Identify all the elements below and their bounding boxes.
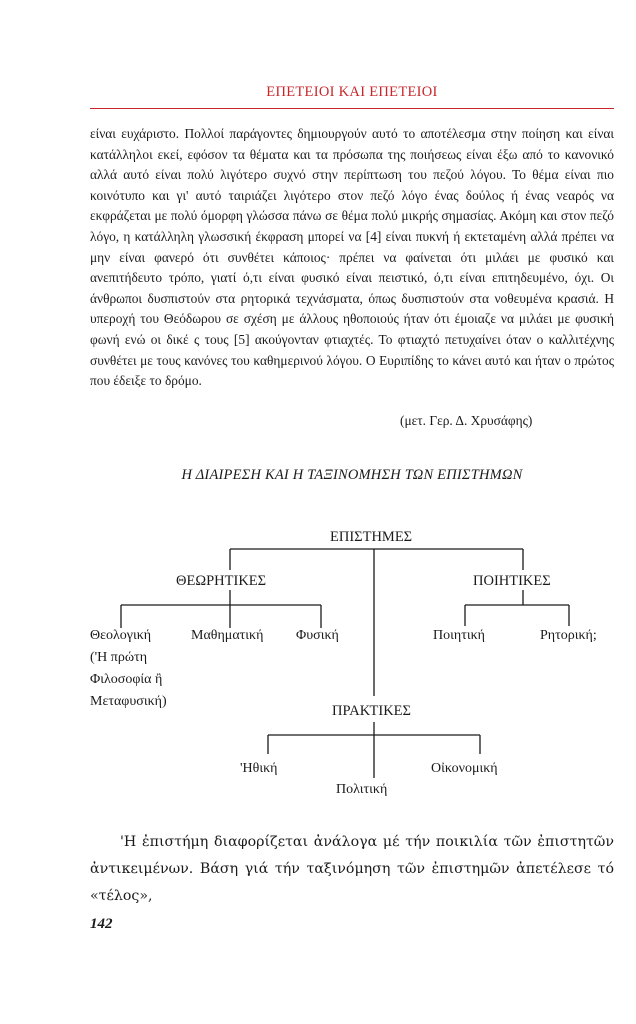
- node-politics: Πολιτική: [336, 782, 388, 797]
- node-practical: ΠΡΑΚΤΙΚΕΣ: [332, 703, 411, 719]
- node-mathematics: Μαθηματική: [191, 628, 264, 643]
- node-note-line-1: ('Η πρώτη: [90, 650, 148, 665]
- node-poetic: ΠΟΙΗΤΙΚΕΣ: [473, 573, 551, 589]
- node-economics: Οἰκονομική: [431, 761, 498, 776]
- bottom-paragraph: 'Η ἐπιστήμη διαφορίζεται ἀνάλογα μέ τήν ποικιλία τῶν ἐπιστητῶν ἀντικειμένων. Βάση γιά τήν ταξινόμηση τῶν ἐπιστημῶν ἀπετέλεσε τό «τέλος»,: [90, 834, 614, 904]
- node-note-line-3: Μεταφυσική): [90, 694, 167, 709]
- node-theology: Θεολογική: [90, 628, 152, 643]
- body-paragraph: είναι ευχάριστο. Πολλοί παράγοντες δημιουργούν αυτό το αποτέλεσμα στην ποίηση και είναι κατάλληλοι εκεί, εφόσον τα θέματα και τα πρόσωπα της ποιήσεως είναι έξω από το κανονικό αλλά αυτό είναι πολύ λιγότερο συχνό στην περίπτωση του πεζού λόγου. Το θέμα είναι πιο κοινότυπο και γι' αυτό ταιριάζει λιγότερο στον πεζό λόγο ένας δούλος ή ένας νεαρός να εκφράζεται με πολύ όμορφη γλώσσα πάνω σε θέμα πολύ μικρής σημασίας. Ακόμη και στον πεζό λόγο, η κατάλληλη γλωσσική έκφραση μπορεί να [4] είναι πυκνή ή εκτεταμένη αλλά πρέπει να μην είναι φανερό ότι συνθέτει κάποιος· πρέπει να φαίνεται ότι μιλάει με φυσικό και ανεπιτήδευτο τρόπο, γιατί ό,τι είναι φυσικό είναι πειστικό, ό,τι είναι επιτηδευμένο, όχι. Οι άνθρωποι δυσπιστούν στα ρητορικά τεχνάσματα, όπως δυσπιστούν στα νοθευμένα κρασιά. Η υπεροχή του Θεόδωρου σε σχέση με άλλους ηθοποιούς ήταν ότι έμοιαζε να μιλάει με φυσική φωνή ενώ οι δικέ ς τους [5] ακούγονταν φτιαχτές. Το φτιαχτό πετυχαίνει όταν ο καλλιτέχνης συνθέτει με τους κανόνες του καθημερινού λόγου. Ο Ευριπίδης το κάνει αυτό και ήταν ο πρώτος που έδειξε το δρόμο.: [90, 126, 614, 389]
- node-theoretical: ΘΕΩΡΗΤΙΚΕΣ: [176, 573, 267, 589]
- node-ethics: 'Ηθική: [240, 761, 278, 776]
- running-header: ΕΠΕΤΕΙΟΙ ΚΑΙ ΕΠΕΤΕΙΟΙ: [266, 84, 438, 100]
- node-physics: Φυσική: [296, 628, 339, 643]
- node-root: ΕΠΙΣΤΗΜΕΣ: [330, 529, 413, 545]
- bottom-text: [90, 829, 614, 910]
- node-poetics: Ποιητική: [433, 628, 485, 643]
- page-number: 142: [90, 916, 113, 932]
- node-note-line-2: Φιλοσοφία ἢ: [90, 672, 163, 687]
- translator-credit: (μετ. Γερ. Δ. Χρυσάφης): [400, 413, 533, 428]
- diagram-title: Η ΔΙΑΙΡΕΣΗ ΚΑΙ Η ΤΑΞΙΝΟΜΗΣΗ ΤΩΝ ΕΠΙΣΤΗΜΩΝ: [181, 467, 523, 483]
- node-rhetoric: Ρητορική;: [540, 628, 597, 643]
